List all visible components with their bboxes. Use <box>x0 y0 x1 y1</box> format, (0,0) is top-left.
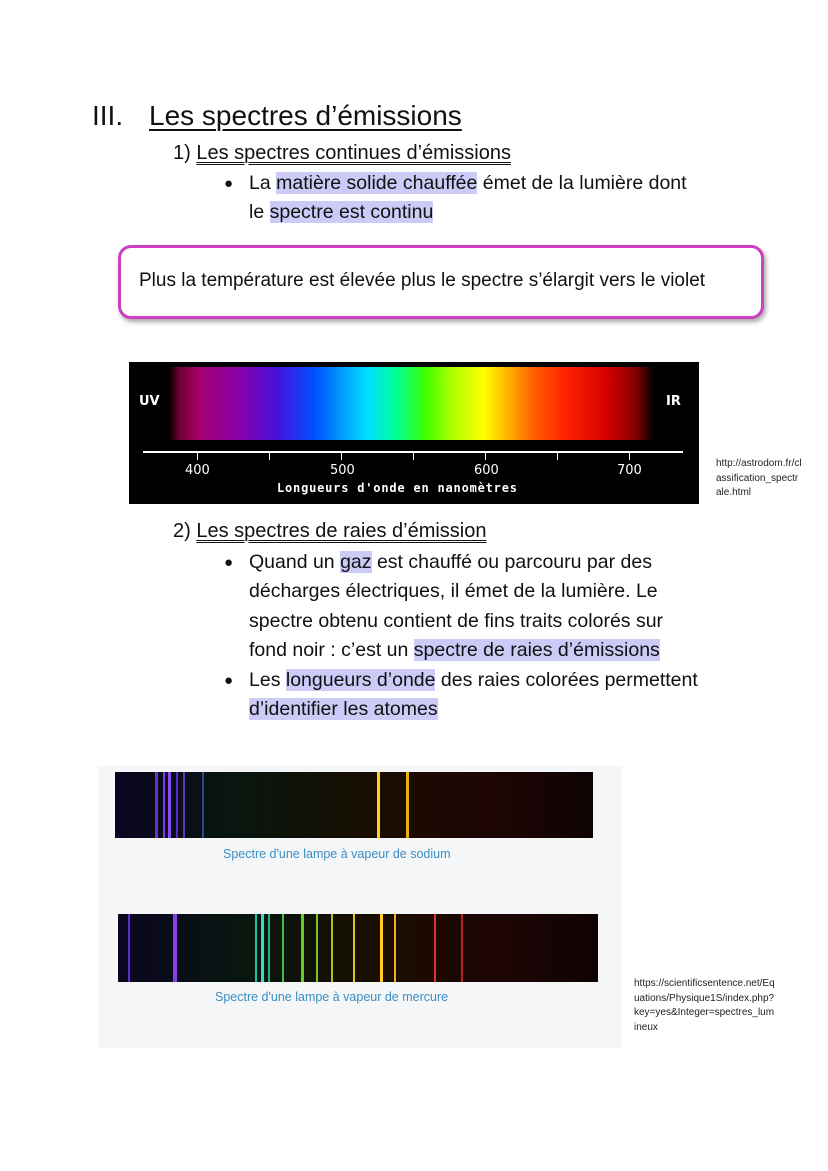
callout-text: Plus la température est élevée plus le spectre s’élargit vers le violet <box>139 270 706 291</box>
line-spectra-image <box>98 766 622 1048</box>
source-link-scientificsentence[interactable]: https://scientificsentence.net/Equations/Physique1S/index.php?key=yes&Integer=spectres_lumineux <box>634 978 775 1033</box>
highlight: spectre de raies d’émissions <box>413 639 660 662</box>
axis-title: Longueurs d'onde en nanomètres <box>277 481 518 495</box>
highlight: spectre est continu <box>269 201 434 224</box>
color-gradient-band <box>169 367 654 440</box>
tick-label-700: 700 <box>617 463 642 478</box>
highlight: d’identifier les atomes <box>249 698 438 721</box>
subsection-1-number: 1) <box>173 142 191 164</box>
tick-label-500: 500 <box>330 463 355 478</box>
subsection-1-title: Les spectres continues d’émissions <box>196 142 511 164</box>
axis-tick <box>485 451 486 460</box>
highlight: matière solide chauffée <box>276 172 478 194</box>
highlight: longueurs d’onde <box>285 669 436 691</box>
sodium-caption: Spectre d'une lampe à vapeur de sodium <box>223 847 451 861</box>
axis-tick <box>341 451 342 460</box>
subsection-2-number: 2) <box>173 520 191 542</box>
section-number: III. <box>92 100 124 131</box>
sodium-spectrum <box>115 772 593 838</box>
tick-label-400: 400 <box>185 463 210 478</box>
axis-tick <box>413 451 414 460</box>
bullet-wavelengths: ● Les longueurs d’onde des raies colorées permettent d’identifier les atomes <box>249 666 727 725</box>
mercury-spectrum <box>118 914 598 982</box>
subsection-2-heading <box>173 520 487 543</box>
axis-tick <box>269 451 270 460</box>
bullet-dot: ● <box>224 672 234 689</box>
ir-label: IR <box>666 394 681 409</box>
bullet-solid-matter: ● La matière solide chauffée émet de la lumière dont le spectre est continu <box>249 169 729 228</box>
bullet-dot: ● <box>224 175 234 192</box>
highlight: gaz <box>340 551 372 573</box>
bullet-dot: ● <box>224 554 234 571</box>
mercury-caption: Spectre d'une lampe à vapeur de mercure <box>215 990 449 1004</box>
tick-label-600: 600 <box>474 463 499 478</box>
section-title <box>92 100 462 132</box>
bullet-gas-emission: ● Quand un gaz est chauffé ou parcouru par des décharges électriques, il émet de la lumière. Le spectre obtenu contient de fins traits colorés sur fond noir : c’est un spectre de raies d’émissions <box>249 548 697 666</box>
callout-box <box>118 245 764 319</box>
axis-tick <box>197 451 198 460</box>
subsection-2-title: Les spectres de raies d’émission <box>196 520 487 542</box>
axis-tick <box>557 451 558 460</box>
source-link-astrodom[interactable]: http://astrodom.fr/classification_spectrale.html <box>716 458 802 498</box>
subsection-1-heading <box>173 142 511 165</box>
section-title-text: Les spectres d’émissions <box>149 100 462 131</box>
axis-tick <box>629 451 630 460</box>
uv-label: UV <box>139 394 160 409</box>
continuous-spectrum-image <box>129 362 699 504</box>
